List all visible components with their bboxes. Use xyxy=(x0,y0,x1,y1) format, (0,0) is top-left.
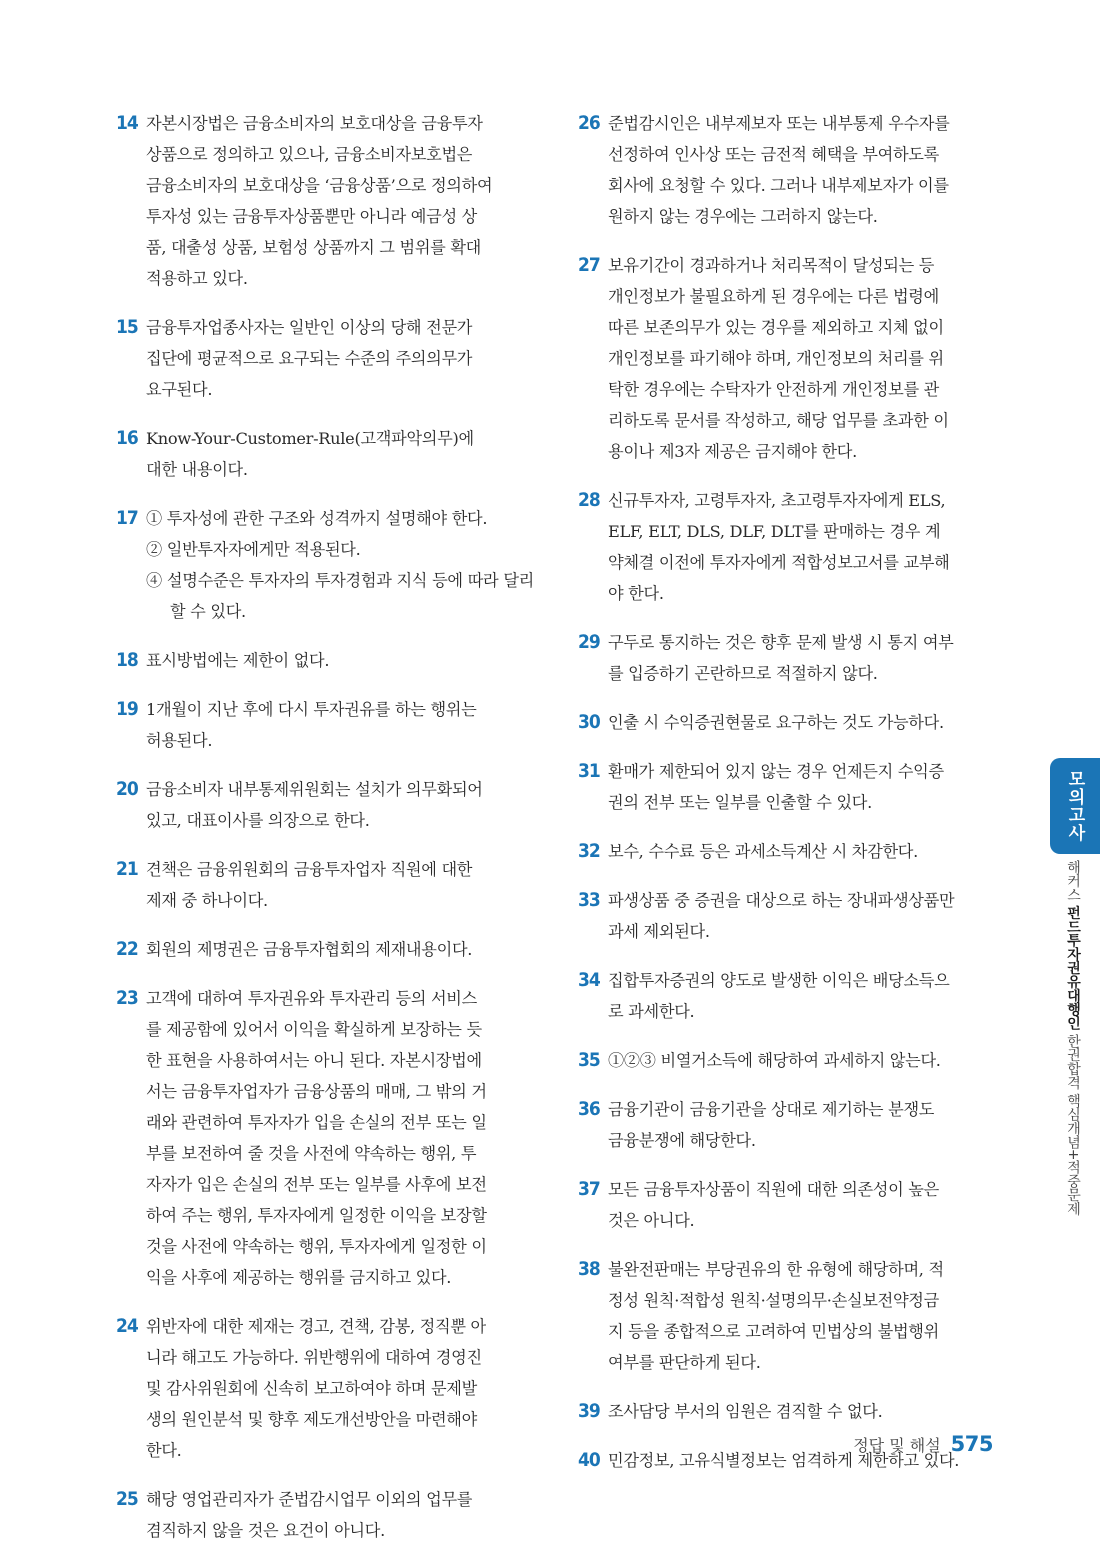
book-title-suffix: 한권합격 핵심개념+적중문제 xyxy=(1065,1029,1081,1216)
explanation-line: 해당 영업관리자가 준법감시업무 이외의 업무를 xyxy=(146,1490,473,1509)
explanation-line: 투자성 있는 금융투자상품뿐만 아니라 예금성 상 xyxy=(146,207,477,226)
explanation-line: 정성 원칙·적합성 원칙·설명의무·손실보전약정금 xyxy=(608,1291,939,1310)
explanation-line: 모든 금융투자상품이 직원에 대한 의존성이 높은 xyxy=(608,1180,939,1199)
answer-explanation xyxy=(146,983,534,1293)
explanation-line: 지 등을 종합적으로 고려하여 민법상의 불법행위 xyxy=(608,1322,939,1341)
answer-item xyxy=(116,503,534,627)
explanation-line: 것을 사전에 약속하는 행위, 투자자에게 일정한 이 xyxy=(146,1237,487,1256)
answer-explanation xyxy=(608,1396,998,1427)
answer-number: 32 xyxy=(578,840,600,862)
left-column xyxy=(116,108,534,1564)
answer-explanation xyxy=(146,645,534,676)
answer-item xyxy=(578,756,998,818)
answer-explanation xyxy=(608,627,998,689)
explanation-line: 를 제공함에 있어서 이익을 확실하게 보장하는 듯 xyxy=(146,1020,482,1039)
answer-number: 19 xyxy=(116,698,138,720)
explanation-line: ELF, ELT, DLS, DLF, DLT를 판매하는 경우 계 xyxy=(608,522,941,541)
explanation-line: 있고, 대표이사를 의장으로 한다. xyxy=(146,811,370,830)
explanation-line: 서는 금융투자업자가 금융상품의 매매, 그 밖의 거 xyxy=(146,1082,487,1101)
answer-number: 35 xyxy=(578,1049,600,1071)
explanation-line: 용이나 제3자 제공은 금지해야 한다. xyxy=(608,442,857,461)
explanation-line: 적용하고 있다. xyxy=(146,269,248,288)
answer-explanation xyxy=(608,485,998,609)
answer-number: 21 xyxy=(116,858,138,880)
answer-number: 25 xyxy=(116,1488,138,1510)
explanation-line: 금융기관이 금융기관을 상대로 제기하는 분쟁도 xyxy=(608,1100,935,1119)
explanation-line: 자자가 입은 손실의 전부 또는 일부를 사후에 보전 xyxy=(146,1175,487,1194)
explanation-line: 금융분쟁에 해당한다. xyxy=(608,1131,756,1150)
answer-number: 28 xyxy=(578,489,600,511)
page-footer xyxy=(853,1432,993,1456)
explanation-line: 표시방법에는 제한이 없다. xyxy=(146,651,330,670)
answer-number: 30 xyxy=(578,711,600,733)
explanation-line: 선정하여 인사상 또는 금전적 혜택을 부여하도록 xyxy=(608,145,939,164)
explanation-line: 준법감시인은 내부제보자 또는 내부통제 우수자를 xyxy=(608,114,950,133)
answer-explanation xyxy=(608,108,998,232)
answer-item xyxy=(578,836,998,867)
explanation-line: 자본시장법은 금융소비자의 보호대상을 금융투자 xyxy=(146,114,483,133)
answer-number: 39 xyxy=(578,1400,600,1422)
explanation-line: 파생상품 중 증권을 대상으로 하는 장내파생상품만 xyxy=(608,891,955,910)
explanation-line: 견책은 금융위원회의 금융투자업자 직원에 대한 xyxy=(146,860,473,879)
section-tab xyxy=(1050,758,1100,854)
explanation-line: 금융소비자 내부통제위원회는 설치가 의무화되어 xyxy=(146,780,483,799)
answer-number: 22 xyxy=(116,938,138,960)
answer-explanation xyxy=(146,108,534,294)
answer-item xyxy=(116,694,534,756)
answer-number: 16 xyxy=(116,427,138,449)
answer-number: 38 xyxy=(578,1258,600,1280)
answer-explanation xyxy=(608,836,998,867)
answer-explanation xyxy=(608,1254,998,1378)
explanation-line: 보유기간이 경과하거나 처리목적이 달성되는 등 xyxy=(608,256,935,275)
answer-item xyxy=(578,707,998,738)
explanation-line: 개인정보가 불필요하게 된 경우에는 다른 법령에 xyxy=(608,287,939,306)
answer-number: 34 xyxy=(578,969,600,991)
answer-number: 40 xyxy=(578,1449,600,1471)
explanation-line: 겸직하지 않을 것은 요건이 아니다. xyxy=(146,1521,385,1540)
explanation-line: 요구된다. xyxy=(146,380,213,399)
explanation-line: 보수, 수수료 등은 과세소득계산 시 차감한다. xyxy=(608,842,918,861)
answer-item xyxy=(578,250,998,467)
answer-explanation xyxy=(608,1174,998,1236)
answer-number: 20 xyxy=(116,778,138,800)
answer-number: 33 xyxy=(578,889,600,911)
answer-number: 17 xyxy=(116,507,138,529)
answer-item xyxy=(116,423,534,485)
answer-number: 18 xyxy=(116,649,138,671)
answer-explanation xyxy=(608,707,998,738)
explanation-line: 신규투자자, 고령투자자, 초고령투자자에게 ELS, xyxy=(608,491,946,510)
explanation-line: 회사에 요청할 수 있다. 그러나 내부제보자가 이를 xyxy=(608,176,949,195)
explanation-line: 탁한 경우에는 수탁자가 안전하게 개인정보를 관 xyxy=(608,380,939,399)
answer-explanation xyxy=(608,250,998,467)
explanation-line: 허용된다. xyxy=(146,731,213,750)
answer-explanation xyxy=(608,1094,998,1156)
answer-item xyxy=(116,934,534,965)
answer-number: 29 xyxy=(578,631,600,653)
answer-explanation xyxy=(146,774,534,836)
answer-number: 15 xyxy=(116,316,138,338)
explanation-line: 집합투자증권의 양도로 발생한 이익은 배당소득으 xyxy=(608,971,950,990)
answer-item xyxy=(578,1045,998,1076)
explanation-line: 것은 아니다. xyxy=(608,1211,695,1230)
explanation-line: 야 한다. xyxy=(608,584,664,603)
explanation-line: ①②③ 비열거소득에 해당하여 과세하지 않는다. xyxy=(608,1051,941,1070)
answer-explanation xyxy=(608,965,998,1027)
answer-number: 14 xyxy=(116,112,138,134)
explanation-line: 부를 보전하여 줄 것을 사전에 약속하는 행위, 투 xyxy=(146,1144,477,1163)
explanation-line: 리하도록 문서를 작성하고, 해당 업무를 초과한 이 xyxy=(608,411,949,430)
explanation-line: 집단에 평균적으로 요구되는 수준의 주의의무가 xyxy=(146,349,473,368)
answer-explanation xyxy=(146,1311,534,1466)
explanation-line: 회원의 제명권은 금융투자협회의 제재내용이다. xyxy=(146,940,473,959)
explanation-line: 과세 제외된다. xyxy=(608,922,710,941)
explanation-line: 품, 대출성 상품, 보험성 상품까지 그 범위를 확대 xyxy=(146,238,482,257)
answer-number: 37 xyxy=(578,1178,600,1200)
explanation-line: 대한 내용이다. xyxy=(146,460,248,479)
answer-item xyxy=(116,1484,534,1546)
answer-item xyxy=(116,312,534,405)
explanation-line: 불완전판매는 부당권유의 한 유형에 해당하며, 적 xyxy=(608,1260,944,1279)
answer-item xyxy=(578,885,998,947)
explanation-line: 로 과세한다. xyxy=(608,1002,695,1021)
explanation-choice: ② 일반투자자에게만 적용된다. xyxy=(146,540,361,559)
right-column xyxy=(578,108,998,1494)
answer-number: 26 xyxy=(578,112,600,134)
book-title-vertical xyxy=(1063,860,1083,1260)
explanation-line: 따른 보존의무가 있는 경우를 제외하고 지체 없이 xyxy=(608,318,944,337)
explanation-line: 고객에 대하여 투자권유와 투자관리 등의 서비스 xyxy=(146,989,477,1008)
explanation-choice: ① 투자성에 관한 구조와 성격까지 설명해야 한다. xyxy=(146,509,488,528)
explanation-line: 금융투자업종사자는 일반인 이상의 당해 전문가 xyxy=(146,318,473,337)
answer-explanation xyxy=(146,934,534,965)
explanation-line: 1개월이 지난 후에 다시 투자권유를 하는 행위는 xyxy=(146,700,477,719)
answer-explanation xyxy=(146,854,534,916)
book-title-prefix: 해커스 xyxy=(1065,860,1081,906)
explanation-line: 니라 해고도 가능하다. 위반행위에 대하여 경영진 xyxy=(146,1348,482,1367)
explanation-line: 익을 사후에 제공하는 행위를 금지하고 있다. xyxy=(146,1268,452,1287)
answer-explanation xyxy=(608,1045,998,1076)
explanation-line: 원하지 않는 경우에는 그러하지 않는다. xyxy=(608,207,878,226)
answer-explanation xyxy=(146,694,534,756)
answer-explanation xyxy=(146,1484,534,1546)
explanation-line: 를 입증하기 곤란하므로 적절하지 않다. xyxy=(608,664,878,683)
explanation-line: 권의 전부 또는 일부를 인출할 수 있다. xyxy=(608,793,872,812)
answer-item xyxy=(578,1396,998,1427)
answer-item xyxy=(116,854,534,916)
answer-item xyxy=(578,965,998,1027)
explanation-line: 생의 원인분석 및 향후 제도개선방안을 마련해야 xyxy=(146,1410,477,1429)
explanation-line: 상품으로 정의하고 있으나, 금융소비자보호법은 xyxy=(146,145,473,164)
explanation-line: 약체결 이전에 투자자에게 적합성보고서를 교부해 xyxy=(608,553,950,572)
explanation-line: 한 표현을 사용하여서는 아니 된다. 자본시장법에 xyxy=(146,1051,482,1070)
explanation-line: 환매가 제한되어 있지 않는 경우 언제든지 수익증 xyxy=(608,762,944,781)
answer-item xyxy=(578,108,998,232)
answer-item xyxy=(578,485,998,609)
explanation-line: 위반자에 대한 제재는 경고, 견책, 감봉, 정직뿐 아 xyxy=(146,1317,486,1336)
explanation-line: Know-Your-Customer-Rule(고객파악의무)에 xyxy=(146,429,474,448)
page-number: 575 xyxy=(950,1432,993,1456)
answer-item xyxy=(116,983,534,1293)
answer-explanation xyxy=(146,423,534,485)
explanation-line: 개인정보를 파기해야 하며, 개인정보의 처리를 위 xyxy=(608,349,944,368)
answer-number: 27 xyxy=(578,254,600,276)
explanation-line: 여부를 판단하게 된다. xyxy=(608,1353,761,1372)
explanation-line: 인출 시 수익증권현물로 요구하는 것도 가능하다. xyxy=(608,713,944,732)
answer-explanation xyxy=(146,503,534,627)
explanation-line: 민감정보, 고유식별정보는 엄격하게 제한하고 있다. xyxy=(608,1451,960,1470)
explanation-line: 구두로 통지하는 것은 향후 문제 발생 시 통지 여부 xyxy=(608,633,954,652)
explanation-line: 조사담당 부서의 임원은 겸직할 수 없다. xyxy=(608,1402,883,1421)
explanation-line: 금융소비자의 보호대상을 ‘금융상품’으로 정의하여 xyxy=(146,176,493,195)
explanation-line: 및 감사위원회에 신속히 보고하여야 하며 문제발 xyxy=(146,1379,477,1398)
answer-number: 24 xyxy=(116,1315,138,1337)
footer-label: 정답 및 해설 xyxy=(853,1436,941,1455)
answer-number: 23 xyxy=(116,987,138,1009)
answer-explanation xyxy=(608,756,998,818)
answer-item xyxy=(116,1311,534,1466)
answer-item xyxy=(116,645,534,676)
explanation-line: 래와 관련하여 투자자가 입을 손실의 전부 또는 일 xyxy=(146,1113,487,1132)
answer-number: 36 xyxy=(578,1098,600,1120)
answer-number: 31 xyxy=(578,760,600,782)
answer-explanation xyxy=(146,312,534,405)
answer-explanation xyxy=(608,885,998,947)
book-title-bold: 펀드투자권유대행인 xyxy=(1065,905,1081,1030)
answer-item xyxy=(578,1094,998,1156)
answer-item xyxy=(116,108,534,294)
explanation-line: 제재 중 하나이다. xyxy=(146,891,268,910)
explanation-line: 하여 주는 행위, 투자자에게 일정한 이익을 보장할 xyxy=(146,1206,487,1225)
answer-item xyxy=(116,774,534,836)
answer-item xyxy=(578,627,998,689)
explanation-line: 한다. xyxy=(146,1441,182,1460)
answer-item xyxy=(578,1254,998,1378)
answer-item xyxy=(578,1174,998,1236)
section-tab-label: 모의고사 xyxy=(1064,770,1085,842)
explanation-choice: ④ 설명수준은 투자자의 투자경험과 지식 등에 따라 달리할 수 있다. xyxy=(146,571,534,621)
